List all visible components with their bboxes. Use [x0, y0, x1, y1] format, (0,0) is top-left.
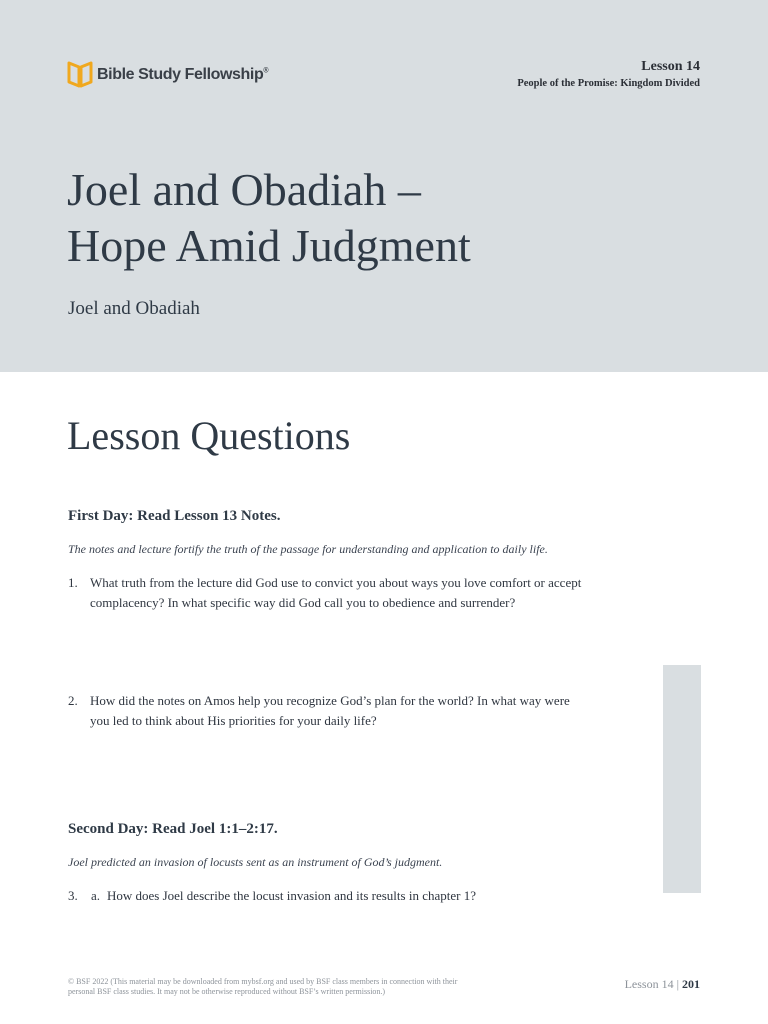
question-number: 1.: [68, 575, 78, 590]
question-number: 3.: [68, 888, 78, 903]
page-footer: [625, 977, 700, 992]
question-number: 2.: [68, 693, 78, 708]
page-label: Lesson 14 |: [624, 977, 679, 991]
question-text: What truth from the lecture did God use to convict you about ways you love comfort or accept complacency? In what specific way did God call you to obedience and surrender?: [90, 575, 582, 610]
question-text: How does Joel describe the locust invasion and its results in chapter 1?: [107, 888, 476, 903]
question-item: [68, 886, 588, 906]
question-text: How did the notes on Amos help you recognize God’s plan for the world? In what way were you led to think about His priorities for your daily life?: [90, 693, 570, 728]
brand-name: Bible Study Fellowship®: [97, 66, 269, 83]
lesson-subtitle: Joel and Obadiah: [68, 298, 200, 319]
question-item: [68, 573, 588, 613]
bsf-logo: [67, 60, 268, 90]
lesson-header: [0, 0, 768, 372]
question-part: a.: [91, 888, 101, 903]
series-name: People of the Promise: Kingdom Divided: [517, 78, 700, 89]
day-heading: Second Day: Read Joel 1:1–2:17.: [68, 821, 278, 837]
question-item: [68, 691, 588, 731]
section-title: Lesson Questions: [67, 413, 351, 458]
page-number: 201: [682, 977, 700, 991]
lesson-number: Lesson 14: [641, 59, 700, 74]
registered-mark: ®: [263, 67, 269, 75]
open-book-icon: [67, 60, 93, 90]
lesson-meta: [517, 58, 700, 91]
side-tab: [663, 665, 701, 893]
lesson-title: [67, 162, 707, 274]
day-intro: The notes and lecture fortify the truth of the passage for understanding and application to daily life.: [68, 542, 548, 556]
day-heading: First Day: Read Lesson 13 Notes.: [68, 508, 281, 524]
lesson-title-line: Joel and Obadiah –: [67, 164, 421, 215]
copyright-notice: © BSF 2022 (This material may be downloaded from mybsf.org and used by BSF class members in connection with their personal BSF class studies. It may not be otherwise reproduced without BSF’s written permission.): [68, 977, 458, 996]
day-intro: Joel predicted an invasion of locusts sent as an instrument of God’s judgment.: [68, 855, 443, 869]
lesson-title-line: Hope Amid Judgment: [67, 220, 471, 271]
